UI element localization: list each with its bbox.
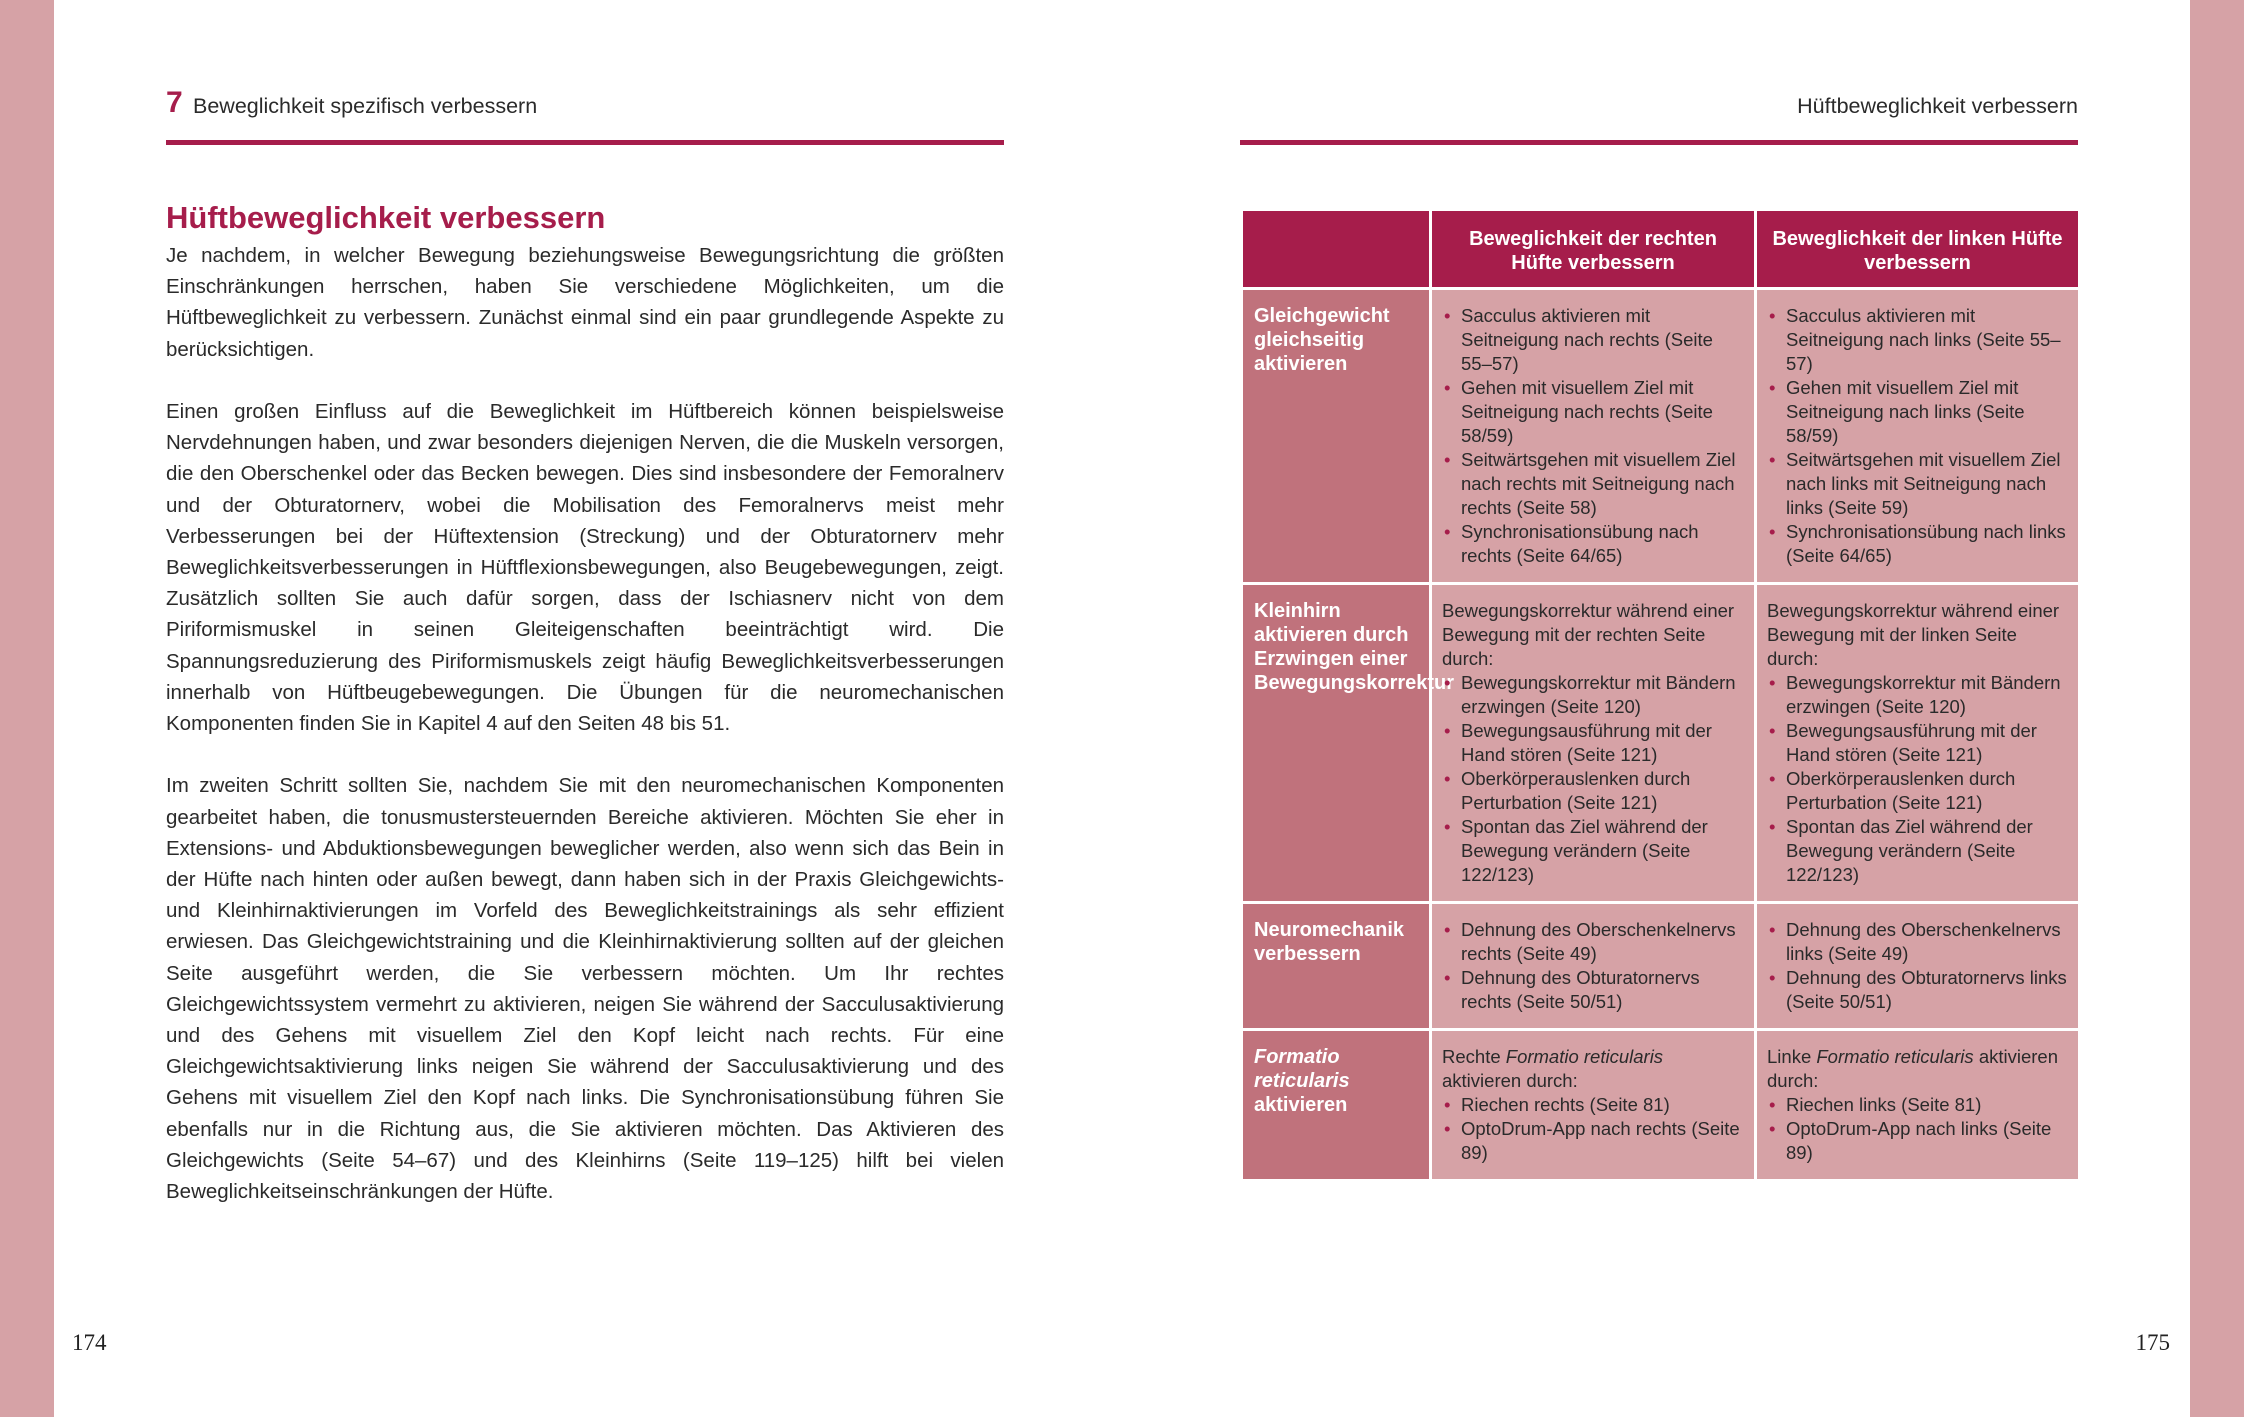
list-item: • Dehnung des Obturatornervs rechts (Seite 50/51) bbox=[1442, 966, 1744, 1014]
running-head: Hüftbeweglichkeit verbessern bbox=[1797, 94, 2078, 118]
intro-prefix: Linke bbox=[1767, 1046, 1812, 1067]
cell-left-hip bbox=[1756, 289, 2080, 584]
row-label: Neuromechanik verbessern bbox=[1242, 903, 1431, 1030]
page-header-left bbox=[166, 86, 1004, 145]
table-row bbox=[1242, 289, 2080, 584]
table-row bbox=[1242, 584, 2080, 903]
list-item: • Oberkörperauslenken durch Perturbation (Seite 121) bbox=[1767, 767, 2068, 815]
table-row bbox=[1242, 1030, 2080, 1181]
header-cell-right-hip: Beweglichkeit der rechten Hüfte verbessern bbox=[1431, 210, 1756, 289]
list-item: • Riechen rechts (Seite 81) bbox=[1442, 1093, 1744, 1117]
list-item: • Synchronisationsübung nach links (Seite 64/65) bbox=[1767, 520, 2068, 568]
list-item: • Bewegungskorrektur mit Bändern erzwingen (Seite 120) bbox=[1767, 671, 2068, 719]
list-item: • Spontan das Ziel während der Bewegung verändern (Seite 122/123) bbox=[1767, 815, 2068, 887]
bullet-list bbox=[1442, 918, 1744, 1014]
list-item: • OptoDrum-App nach links (Seite 89) bbox=[1767, 1117, 2068, 1165]
section-title: Hüftbeweglichkeit verbessern bbox=[166, 200, 606, 235]
hip-mobility-table bbox=[1240, 208, 2081, 1182]
list-item: • Bewegungskorrektur mit Bändern erzwingen (Seite 120) bbox=[1442, 671, 1744, 719]
cell-intro: Bewegungskorrektur während einer Bewegung mit der linken Seite durch: bbox=[1767, 600, 2060, 669]
cell-left-hip bbox=[1756, 584, 2080, 903]
list-item: • Riechen links (Seite 81) bbox=[1767, 1093, 2068, 1117]
row-label-rest: aktivieren bbox=[1254, 1094, 1348, 1116]
page-edge-left bbox=[0, 0, 54, 1417]
bullet-list bbox=[1767, 1093, 2068, 1165]
bullet-list bbox=[1767, 671, 2068, 887]
bullet-list bbox=[1767, 918, 2068, 1014]
body-text bbox=[166, 240, 1004, 1238]
table-header-row bbox=[1242, 210, 2080, 289]
list-item: • Oberkörperauslenken durch Perturbation (Seite 121) bbox=[1442, 767, 1744, 815]
list-item: • Synchronisationsübung nach rechts (Seite 64/65) bbox=[1442, 520, 1744, 568]
cell-left-hip bbox=[1756, 903, 2080, 1030]
cell-right-hip bbox=[1431, 584, 1756, 903]
list-item: • Bewegungsausführung mit der Hand stören (Seite 121) bbox=[1767, 719, 2068, 767]
cell-left-hip bbox=[1756, 1030, 2080, 1181]
row-label bbox=[1242, 1030, 1431, 1181]
list-item: • Gehen mit visuellem Ziel mit Seitneigung nach rechts (Seite 58/59) bbox=[1442, 376, 1744, 448]
cell-intro bbox=[1442, 1045, 1744, 1093]
page-header-right bbox=[1240, 86, 2078, 145]
list-item: • Dehnung des Oberschenkelnervs links (Seite 49) bbox=[1767, 918, 2068, 966]
cell-intro: Bewegungskorrektur während einer Bewegung mit der rechten Seite durch: bbox=[1442, 600, 1735, 669]
header-cell-left-hip: Beweglichkeit der linken Hüfte verbessern bbox=[1756, 210, 2080, 289]
page-number-left: 174 bbox=[72, 1330, 107, 1355]
bullet-list bbox=[1442, 304, 1744, 568]
list-item: • Sacculus aktivieren mit Seitneigung nach links (Seite 55–57) bbox=[1767, 304, 2068, 376]
list-item: • Dehnung des Oberschenkelnervs rechts (Seite 49) bbox=[1442, 918, 1744, 966]
intro-suffix: aktivieren durch: bbox=[1767, 1046, 2058, 1091]
bullet-list bbox=[1442, 671, 1744, 887]
list-item: • Bewegungsausführung mit der Hand stören (Seite 121) bbox=[1442, 719, 1744, 767]
page-number-right: 175 bbox=[2135, 1330, 2170, 1355]
list-item: • Sacculus aktivieren mit Seitneigung nach rechts (Seite 55–57) bbox=[1442, 304, 1744, 376]
cell-intro bbox=[1767, 1045, 2068, 1093]
cell-right-hip bbox=[1431, 1030, 1756, 1181]
list-item: • Seitwärtsgehen mit visuellem Ziel nach links mit Seitneigung nach links (Seite 59) bbox=[1767, 448, 2068, 520]
list-item: • Dehnung des Obturatornervs links (Seite 50/51) bbox=[1767, 966, 2068, 1014]
intro-italic: Formatio reticularis bbox=[1816, 1046, 1974, 1067]
table-row bbox=[1242, 903, 2080, 1030]
chapter-number: 7 bbox=[166, 86, 183, 119]
intro-italic: Formatio reticularis bbox=[1505, 1046, 1664, 1067]
chapter-title: Beweglichkeit spezifisch verbessern bbox=[193, 94, 538, 118]
row-label-italic: Formatio reticularis bbox=[1254, 1046, 1350, 1092]
cell-right-hip bbox=[1431, 289, 1756, 584]
intro-suffix: aktivieren durch: bbox=[1442, 1070, 1578, 1091]
paragraph: Im zweiten Schritt sollten Sie, nachdem Sie mit den neuromechanischen Komponenten gearbeitet haben, die tonusmustersteuernden Bereiche aktivieren. Möchten Sie eher in Extensions- und Abduktionsbewegungen beweglicher werden, also wenn sich das Bein in der Hüfte nach hinten oder außen bewegt, dann haben sich in der Praxis Gleichgewichts- und Kleinhirnaktivierungen im Vorfeld des Beweglichkeitstrainings als sehr effizient erwiesen. Das Gleichgewichtstraining und die Kleinhirnaktivierung sollten auf der gleichen Seite ausgeführt werden, die Sie verbessern möchten. Um Ihr rechtes Gleichgewichtssystem vermehrt zu aktivieren, neigen Sie während der Sacculusaktivierung und des Gehens mit visuellem Ziel den Kopf leicht nach rechts. Für eine Gleichgewichtsaktivierung links neigen Sie während der Sacculusaktivierung und des Gehens mit visuellem Ziel den Kopf nach links. Die Synchronisationsübung führen Sie ebenfalls nur in die Richtung aus, die Sie aktivieren möchten. Das Aktivieren des Gleichgewichts (Seite 54–67) und des Kleinhirns (Seite 119–125) hilft bei vielen Beweglichkeitseinschränkungen der Hüfte. bbox=[166, 774, 1004, 1204]
list-item: • Spontan das Ziel während der Bewegung verändern (Seite 122/123) bbox=[1442, 815, 1744, 887]
row-label: Kleinhirn aktivieren durch Erzwingen einer Bewegungskorrektur bbox=[1242, 584, 1431, 903]
intro-prefix: Rechte bbox=[1442, 1046, 1501, 1067]
paragraph: Je nachdem, in welcher Bewegung beziehungsweise Bewegungsrichtung die größten Einschränkungen herrschen, haben Sie verschiedene Möglichkeiten, um die Hüftbeweglichkeit zu verbessern. Zunächst einmal sind ein paar grundlegende Aspekte zu berücksichtigen. bbox=[166, 244, 1004, 361]
list-item: • Seitwärtsgehen mit visuellem Ziel nach rechts mit Seitneigung nach rechts (Seite 58) bbox=[1442, 448, 1744, 520]
bullet-list bbox=[1442, 1093, 1744, 1165]
paragraph: Einen großen Einfluss auf die Beweglichkeit im Hüftbereich können beispielsweise Nervdehnungen haben, und zwar besonders diejenigen Nerven, die die Muskeln versorgen, die den Oberschenkel oder das Becken bewegen. Dies sind insbesondere der Femoralnerv und der Obturatornerv, wobei die Mobilisation des Femoralnervs meist mehr Verbesserungen bei der Hüftextension (Streckung) und der Obturatornerv mehr Beweglichkeitsverbesserungen in Hüftflexionsbewegungen, also Beugebewegungen, zeigt. Zusätzlich sollten Sie auch dafür sorgen, dass der Ischiasnerv nicht von dem Piriformismuskel in seinen Gleiteigenschaften beeinträchtigt wird. Die Spannungsreduzierung des Piriformismuskels zeigt häufig Beweglichkeitsverbesserungen innerhalb von Hüftbeugebewegungen. Die Übungen für die neuromechanischen Komponenten finden Sie in Kapitel 4 auf den Seiten 48 bis 51. bbox=[166, 400, 1004, 736]
list-item: • Gehen mit visuellem Ziel mit Seitneigung nach links (Seite 58/59) bbox=[1767, 376, 2068, 448]
list-item: • OptoDrum-App nach rechts (Seite 89) bbox=[1442, 1117, 1744, 1165]
bullet-list bbox=[1767, 304, 2068, 568]
cell-right-hip bbox=[1431, 903, 1756, 1030]
row-label: Gleichgewicht gleichseitig aktivieren bbox=[1242, 289, 1431, 584]
header-cell-empty bbox=[1242, 210, 1431, 289]
page-edge-right bbox=[2190, 0, 2244, 1417]
